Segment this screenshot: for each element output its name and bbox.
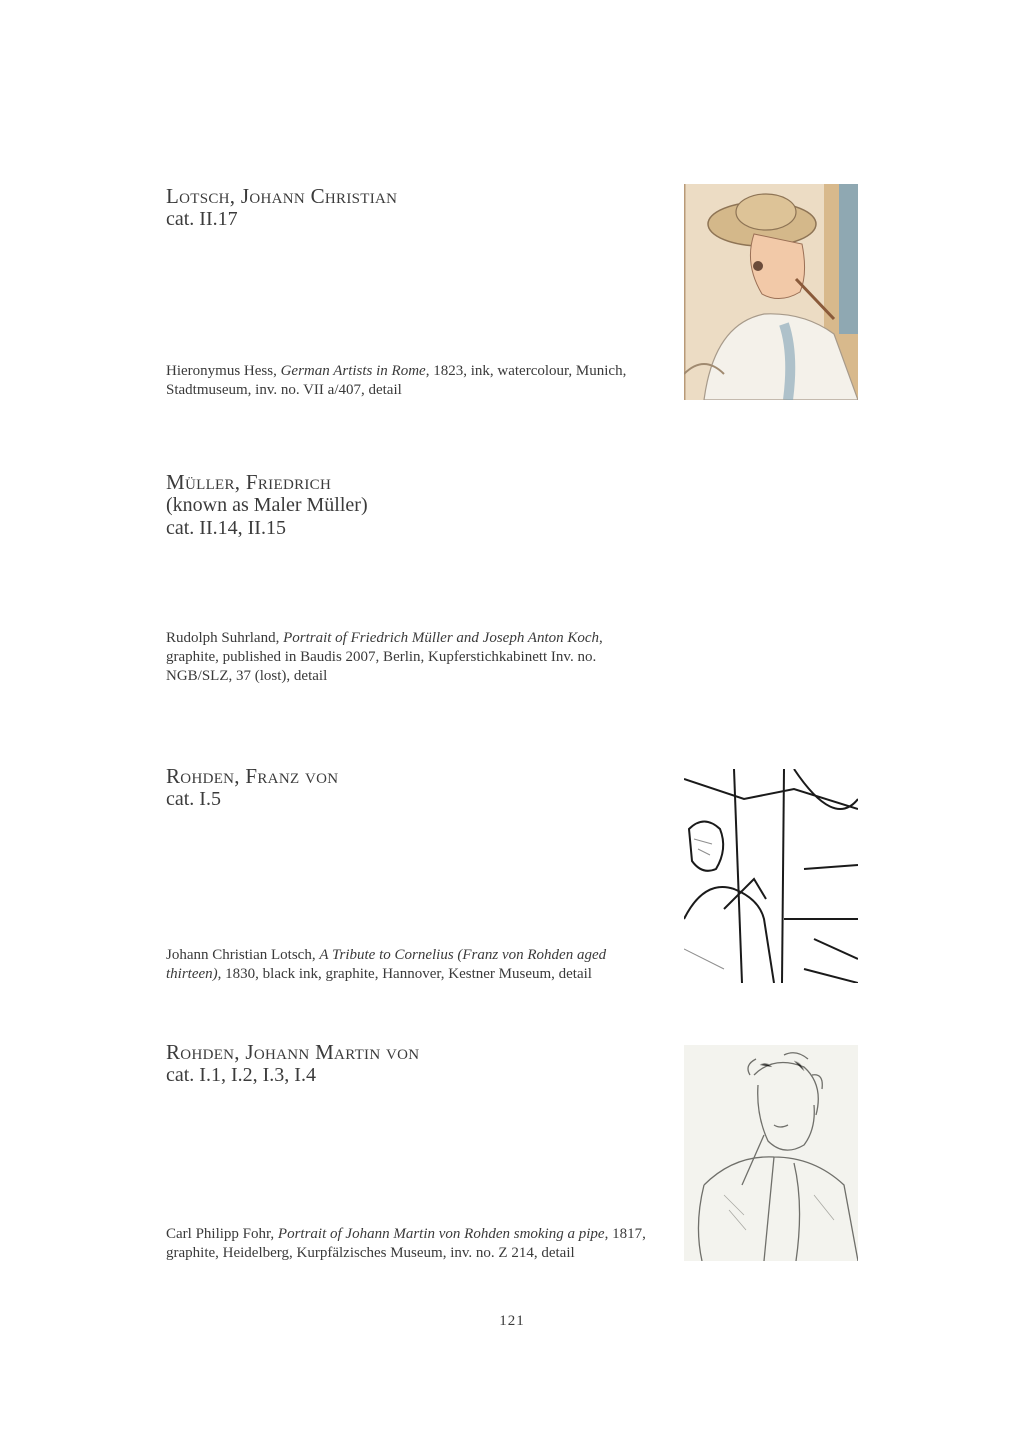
page-number: 121: [499, 1313, 525, 1329]
figure-caption: Rudolph Suhrland, Portrait of Friedrich Müller and Joseph Anton Koch, graphite, published in Baudis 2007, Berlin, Kupferstichkabinett Inv. no. NGB/SLZ, 37 (lost), detail: [166, 630, 603, 684]
entry-name: Rohden, Johann Martin von: [166, 1040, 420, 1064]
figure-caption: Johann Christian Lotsch, A Tribute to Cornelius (Franz von Rohden aged thirteen), 1830, black ink, graphite, Hannover, Kestner Museum, detail: [166, 947, 607, 982]
figure-caption: Carl Philipp Fohr, Portrait of Johann Martin von Rohden smoking a pipe, 1817, graphite, Heidelberg, Kurpfälzisches Museum, inv. no. Z 214, detail: [166, 1226, 646, 1261]
entry-mueller: [166, 470, 866, 540]
entry-name: Rohden, Franz von: [166, 764, 339, 788]
figure-caption: Hieronymus Hess, German Artists in Rome, 1823, ink, watercolour, Munich, Stadtmuseum, inv. no. VII a/407, detail: [166, 363, 627, 398]
catalogue-reference: cat. I.5: [166, 788, 221, 810]
portrait-image: [684, 184, 858, 400]
entry-name: Lotsch, Johann Christian: [166, 184, 398, 208]
entry-alias: (known as Maler Müller): [166, 494, 368, 516]
graphite-portrait-image: [684, 1045, 858, 1261]
entry-name: Müller, Friedrich: [166, 470, 332, 494]
catalogue-reference: cat. I.1, I.2, I.3, I.4: [166, 1064, 316, 1086]
catalogue-reference: cat. II.14, II.15: [166, 517, 286, 539]
catalogue-reference: cat. II.17: [166, 208, 238, 230]
sketch-image: [684, 769, 858, 983]
